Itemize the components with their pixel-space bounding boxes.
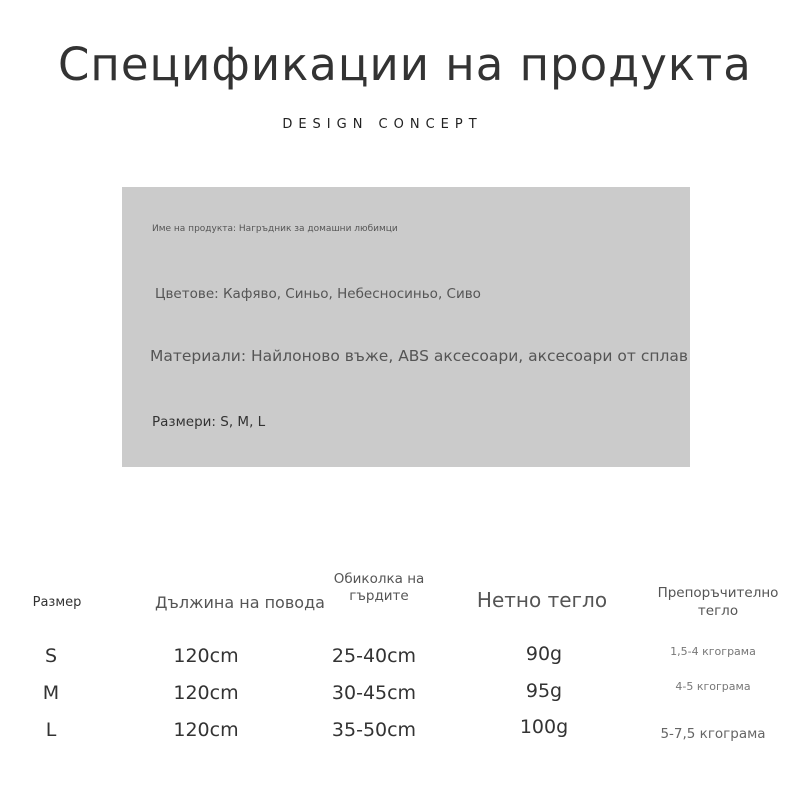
cell-net-weight: 95g [525,680,563,702]
page-title: Спецификации на продукта [58,38,752,91]
cell-chest-girth: 30-45cm [331,682,417,704]
spec-product-name: Име на продукта: Нагръдник за домашни любимци [152,224,398,234]
page-subtitle: DESIGN CONCEPT [282,117,483,132]
cell-size: L [45,719,57,741]
spec-materials: Материали: Найлоново въже, ABS аксесоари, аксесоари от сплав [150,347,689,365]
cell-leash-length: 120cm [173,719,239,741]
header-net-weight: Нетно тегло [476,588,608,612]
header-chest-girth: Обиколка на гърдите [333,571,425,604]
cell-size: M [42,682,60,704]
cell-size: S [44,645,58,667]
cell-recommended-weight: 5-7,5 кгограма [660,726,766,742]
cell-chest-girth: 35-50cm [331,719,417,741]
cell-leash-length: 120cm [173,682,239,704]
header-recommended-weight: Препоръчително тегло [657,585,779,619]
spec-box [122,187,690,467]
cell-recommended-weight: 4-5 кгограма [675,680,751,693]
cell-leash-length: 120cm [173,645,239,667]
spec-sizes: Размери: S, M, L [152,414,266,430]
cell-net-weight: 100g [519,716,569,738]
header-size: Размер [32,595,82,610]
header-leash-length: Дължина на повода [155,593,325,612]
spec-colors: Цветове: Кафяво, Синьо, Небесносиньо, Сиво [155,286,481,302]
cell-recommended-weight: 1,5-4 кгограма [670,645,756,658]
cell-chest-girth: 25-40cm [331,645,417,667]
cell-net-weight: 90g [525,643,563,665]
